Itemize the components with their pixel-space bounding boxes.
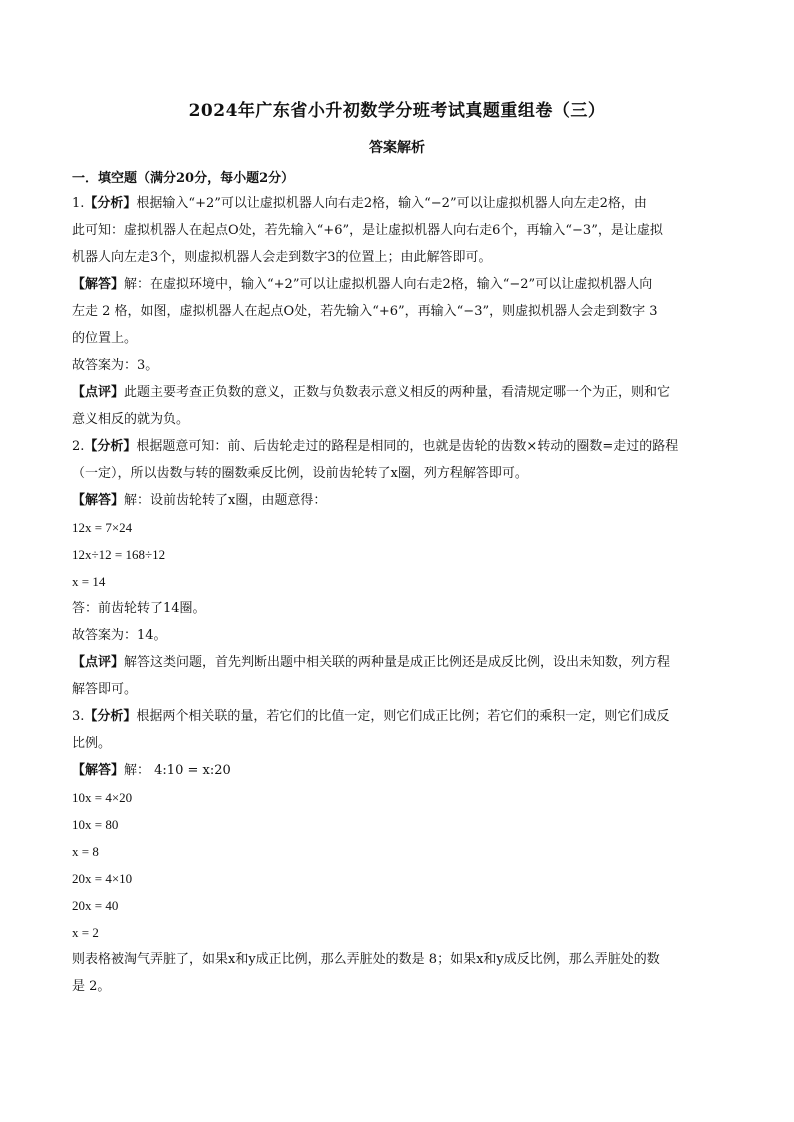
question-2 [72, 433, 722, 703]
q1-analysis-line-1: 1.【分析】根据输入“+2”可以让虚拟机器人向右走2格，输入“−2”可以让虚拟机器人向左走2格，由 [72, 196, 647, 211]
section-heading: 一．填空题（满分20分，每小题2分） [72, 171, 295, 186]
q2-comment-line-2: 解答即可。 [72, 682, 138, 697]
document-title: 2024年广东省小升初数学分班考试真题重组卷（三） [188, 101, 606, 121]
q1-analysis-line-2: 此可知：虚拟机器人在起点O处，若先输入“+6”，是让虚拟机器人向右走6个，再输入“−3”，是让虚拟 [72, 223, 663, 238]
q3-equation-2: 10x = 80 [72, 817, 119, 832]
analysis-tag: 【分析】 [84, 196, 137, 211]
q1-comment-line-2: 意义相反的就为负。 [72, 412, 190, 427]
answer-tag: 【解答】 [72, 277, 125, 292]
comment-tag: 【点评】 [72, 655, 125, 670]
q3-equation-6: x = 2 [72, 925, 99, 940]
q1-analysis-line-3: 机器人向左走3个，则虚拟机器人会走到数字3的位置上；由此解答即可。 [72, 250, 492, 265]
q3-equation-4: 20x = 4×10 [72, 871, 133, 886]
q1-result: 故答案为：3。 [72, 358, 159, 373]
question-1 [72, 190, 722, 433]
document-subtitle: 答案解析 [369, 140, 425, 156]
q2-reply: 答：前齿轮转了14圈。 [72, 601, 206, 616]
q2-answer-line-1: 【解答】解：设前齿轮转了x圈，由题意得： [72, 493, 327, 508]
q2-equation-2: 12x÷12 = 168÷12 [72, 547, 166, 562]
answer-tag: 【解答】 [72, 493, 125, 508]
q3-analysis-line-2: 比例。 [72, 736, 112, 751]
q2-analysis-line-1: 2.【分析】根据题意可知：前、后齿轮走过的路程是相同的，也就是齿轮的齿数×转动的圈数=走过的路程 [72, 439, 679, 454]
analysis-tag: 【分析】 [84, 439, 137, 454]
q1-answer-line-3: 的位置上。 [72, 331, 138, 346]
q1-answer-line-1: 【解答】解：在虚拟环境中，输入“+2”可以让虚拟机器人向右走2格，输入“−2”可以让虚拟机器人向 [72, 277, 653, 292]
analysis-tag: 【分析】 [84, 709, 137, 724]
q3-answer-line-1: 【解答】解： 4:10 = x:20 [72, 763, 231, 778]
q3-analysis-line-1: 3.【分析】根据两个相关联的量，若它们的比值一定，则它们成正比例；若它们的乘积一定，则它们成反 [72, 709, 670, 724]
q3-conclusion-line-2: 是 2。 [72, 979, 111, 994]
question-3 [72, 703, 722, 1000]
q2-equation-3: x = 14 [72, 574, 106, 589]
q2-analysis-line-2: （一定），所以齿数与转的圈数乘反比例，设前齿轮转了x圈，列方程解答即可。 [72, 466, 528, 481]
q3-equation-1: 10x = 4×20 [72, 790, 133, 805]
q3-conclusion-line-1: 则表格被淘气弄脏了，如果x和y成正比例，那么弄脏处的数是 8；如果x和y成反比例，那么弄脏处的数 [72, 952, 660, 967]
q1-answer-line-2: 左走 2 格，如图，虚拟机器人在起点O处，若先输入“+6”，再输入“−3”，则虚拟机器人会走到数字 3 [72, 304, 658, 319]
q3-equation-5: 20x = 40 [72, 898, 119, 913]
comment-tag: 【点评】 [72, 385, 125, 400]
q2-result: 故答案为：14。 [72, 628, 167, 643]
q1-comment-line-1: 【点评】此题主要考查正负数的意义，正数与负数表示意义相反的两种量，看清规定哪一个为正，则和它 [72, 385, 671, 400]
q2-comment-line-1: 【点评】解答这类问题，首先判断出题中相关联的两种量是成正比例还是成反比例，设出未知数，列方程 [72, 655, 671, 670]
q3-equation-3: x = 8 [72, 844, 99, 859]
answer-tag: 【解答】 [72, 763, 125, 778]
q2-equation-1: 12x = 7×24 [72, 520, 133, 535]
